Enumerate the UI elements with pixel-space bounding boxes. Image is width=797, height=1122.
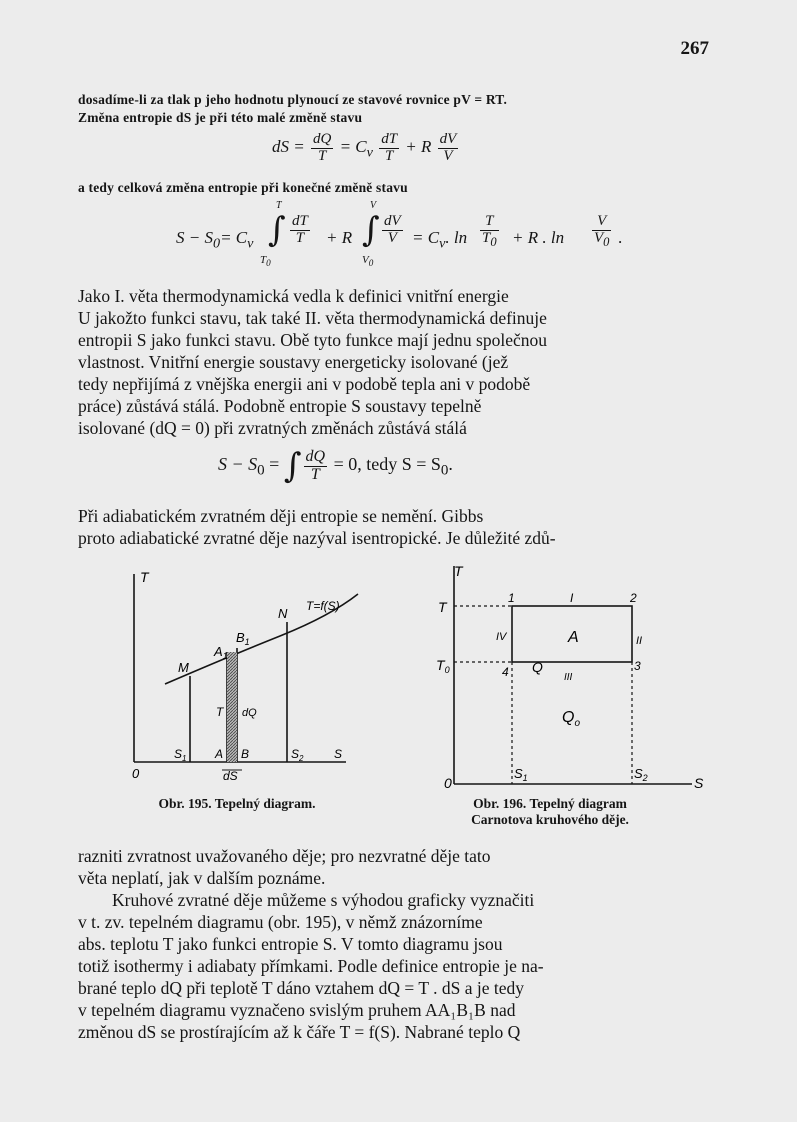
equation-isolated: $S - S_0$ = ∫ $\frac{dQ}{T}$ = 0, tedy $S = S_0$. — [218, 446, 453, 486]
label-t-axis: T — [140, 569, 149, 585]
label-a1: $A_1$ — [214, 644, 228, 661]
label-side-iv: IV — [496, 631, 507, 643]
figure-196-carnot-diagram — [428, 562, 718, 792]
label-origin: 0 — [132, 766, 140, 781]
label-t-inside: T — [216, 705, 224, 719]
paragraph-1-line-1: Jako I. věta thermodynamická vedla k definici vnitřní energie — [78, 286, 509, 306]
paragraph-1-line-6: práce) zůstává stálá. Podobně entropie S soustavy tepelně — [78, 396, 482, 416]
label-point-2: 2 — [630, 591, 637, 605]
label-t-top: T — [438, 599, 447, 615]
label-side-iii: III — [564, 672, 573, 683]
label-q0: $Q_o$ — [562, 709, 581, 729]
label-ds: dS — [223, 769, 238, 783]
paragraph-2-line-1: Při adiabatickém zvratném ději entropie se nemění. Gibbs — [78, 506, 484, 526]
label-t-axis: T — [454, 563, 463, 579]
text-line-3: a tedy celková změna entropie při konečné změně stavu — [78, 180, 408, 195]
paragraph-3-line-2: věta neplatí, jak v dalším poznáme. — [78, 868, 326, 888]
paragraph-1-line-4: vlastnost. Vnitřní energie soustavy energeticky isolované (jež — [78, 352, 509, 372]
label-dq: dQ — [242, 707, 257, 719]
paragraph-3-line-8: v tepelném diagramu vyznačeno svislým pruhem AA₁B₁B nad — [78, 1000, 516, 1020]
label-side-ii: II — [636, 635, 643, 647]
label-s1: $S_1$ — [174, 747, 187, 763]
label-s2: $S_2$ — [634, 766, 648, 783]
label-n: N — [278, 606, 288, 621]
paragraph-2-line-2: proto adiabatické zvratné děje nazýval isentropické. Je důležité zdů- — [78, 528, 556, 548]
label-t0: $T_0$ — [436, 657, 450, 675]
label-curve: T=f(S) — [306, 599, 340, 613]
figure-196-caption: Obr. 196. Tepelný diagram Carnotova kruhového děje. — [471, 796, 629, 827]
label-point-3: 3 — [634, 659, 641, 673]
figure-195-thermal-diagram — [110, 566, 370, 786]
label-point-4: 4 — [502, 665, 509, 679]
paragraph-3-line-1: razniti zvratnost uvažovaného děje; pro nezvratné děje tato — [78, 846, 491, 866]
text-line-2: Změna entropie dS je při této malé změně stavu — [78, 110, 363, 125]
label-a: A — [215, 747, 224, 761]
label-b1: $B_1$ — [236, 630, 250, 647]
label-s1: $S_1$ — [514, 766, 528, 783]
figure-195-caption: Obr. 195. Tepelný diagram. — [158, 796, 316, 811]
label-origin: 0 — [444, 775, 452, 791]
label-s-axis: S — [334, 747, 343, 761]
paragraph-3-line-6: totiž isothermy i adiabaty přímkami. Podle definice entropie je na- — [78, 956, 544, 976]
label-b: B — [241, 747, 250, 761]
label-s2: $S_2$ — [291, 747, 304, 763]
paragraph-3-line-5: abs. teplotu T jako funkci entropie S. V tomto diagramu jsou — [78, 934, 503, 954]
page-number: 267 — [680, 38, 709, 59]
paragraph-3-line-7: brané teplo dQ při teplotě T dáno vztahem dQ = T . dS a je tedy — [78, 978, 524, 998]
paragraph-1-line-5: tedy nepřijímá z vnějška energii ani v podobě tepla ani v podobě — [78, 374, 531, 394]
paragraph-1-line-3: entropii S jako funkci stavu. Obě tyto funkce mají jednu společnou — [78, 330, 547, 350]
paragraph-1-line-7: isolované (dQ = 0) při zvratných změnách zůstává stálá — [78, 418, 467, 438]
paragraph-1-line-2: U jakožto funkci stavu, tak také II. věta thermodynamická definuje — [78, 308, 547, 328]
equation-ds: dS = $\frac{dQ}{T}$ = $C_v$ $\frac{dT}{T}$ + R $\frac{dV}{V}$ — [272, 131, 457, 164]
label-s-axis: S — [694, 775, 704, 791]
label-point-1: 1 — [508, 591, 515, 605]
paragraph-3-line-4: v t. zv. tepelném diagramu (obr. 195), v němž znázorníme — [78, 912, 483, 932]
label-area-a: A — [568, 629, 579, 646]
paragraph-3-line-3: Kruhové zvratné děje můžeme s výhodou graficky vyznačiti — [112, 890, 535, 910]
label-m: M — [178, 660, 189, 675]
label-side-i: I — [570, 591, 574, 605]
strip-dq — [227, 652, 237, 762]
label-q: Q — [532, 659, 543, 675]
book-page: 267 dosadíme-li za tlak p jeho hodnotu plynoucí ze stavové rovnice pV = RT. Změna entropie dS je při této malé změně stavu dS = $\frac{dQ}{T}$ = $C_v$ $\frac{dT}{T}$ + R $\frac{dV}{V}$ a tedy celková změna entropie při konečné změně stavu $S - S_0= C_v$ T ∫ $T_0$ $\frac{dT}{T}$ + R V ∫ $V_0$ $\frac{dV}{V}$ = $C_v$. ln $\frac{T}{T_0}$ + R . ln $\frac{V}{V_0}$ . Jako I. věta thermodynamická vedla k definici vnitřní energie U jakožto funkci stavu, tak také II. věta thermodynamická definuje entropii S jako funkci stavu. Obě tyto funkce mají jednu společnou vlastnost. Vnitřní energie soustavy energeticky isolované (jež tedy nepřijímá z vnějška energii ani v podobě tepla ani v podobě práce) zůstává stálá. Podobně entropie S soustavy tepelně isolované (dQ = 0) při zvratných změnách zůstává stálá $S - S_0$ = ∫ $\frac{dQ}{T}$ = 0, tedy $S = S_0$. Při adiabatickém zvratném ději entropie se nemění. Gibbs proto adiabatické zvratné děje nazýval isentropické. Je důležité zdů- T T=f(S) N $B_1$ $A_1$ M T dQ 0 $S_1$ A B $S_2$ S dS Obr. 195. Tepelný diagram. T T $T_0$ 1 I 2 IV A II 4 Q III 3 $Q_o$ 0 $S_1$ $S_2$ S Obr. 196. Tepelný diagram Carnotova kruhového děje. razniti zvratnost uvažovaného děje; pro nezvratné děje tato věta neplatí, jak v dalším poznáme. Kruhové zvratné děje můžeme s výhodou graficky vyznačiti v t. zv. tepelném diagramu (obr. 195), v němž znázorníme abs. teplotu T jako funkci entropie S. V tomto diagramu jsou totiž isothermy i adiabaty přímkami. Podle definice entropie je na- brané teplo dQ při teplotě T dáno vztahem dQ = T . dS a je tedy v tepelném diagramu vyznačeno svislým pruhem AA₁B₁B nad změnou dS se prostírajícím až k čáře T = f(S). Nabrané teplo Q — [0, 0, 797, 1122]
text-line-1: dosadíme-li za tlak p jeho hodnotu plynoucí ze stavové rovnice pV = RT. — [78, 92, 508, 107]
paragraph-3-line-9: změnou dS se prostírajícím až k čáře T = f(S). Nabrané teplo Q — [78, 1022, 521, 1042]
